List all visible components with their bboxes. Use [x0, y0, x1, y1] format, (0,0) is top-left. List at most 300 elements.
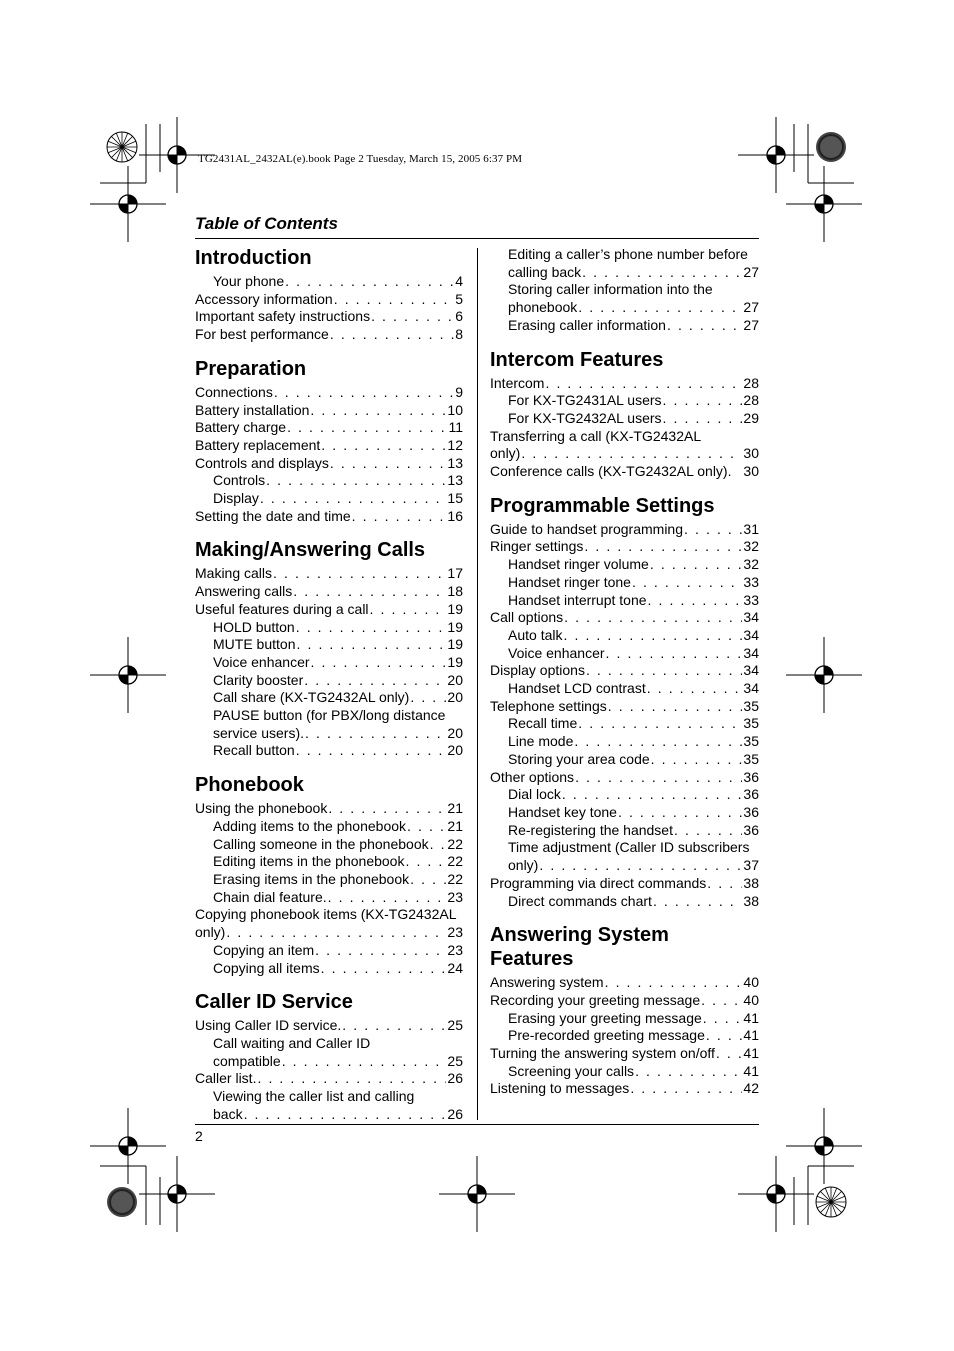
entry-title: Transferring a call (KX-TG2432AL — [490, 427, 702, 444]
dot-leader — [405, 853, 446, 871]
entry-page: 34 — [743, 680, 759, 697]
dot-leader — [226, 924, 446, 942]
toc-entry — [490, 574, 759, 592]
footer-rule — [195, 1124, 759, 1125]
dot-leader — [648, 592, 743, 610]
entry-title: Other options — [490, 768, 575, 785]
dot-leader — [410, 871, 446, 889]
dot-leader — [310, 402, 446, 420]
entry-title: Adding items to the phonebook — [213, 817, 407, 834]
dot-leader — [260, 490, 447, 508]
entry-title: Storing caller information into the — [508, 281, 713, 298]
dot-leader — [342, 1017, 446, 1035]
dot-leader — [321, 437, 446, 455]
entry-title: Erasing items in the phonebook — [213, 870, 410, 887]
dot-leader — [287, 419, 447, 437]
entry-page: 19 — [447, 618, 463, 635]
toc-entry — [195, 619, 463, 637]
toc-entry — [195, 291, 463, 309]
dot-leader — [584, 538, 742, 556]
entry-title: Handset ringer tone — [508, 573, 631, 590]
toc-entry — [490, 264, 759, 282]
dot-leader — [647, 680, 743, 698]
entry-page: 35 — [743, 697, 759, 714]
toc-entry — [490, 715, 759, 733]
section-heading: Phonebook — [195, 774, 304, 797]
toc-entry — [195, 742, 463, 760]
dot-leader — [663, 392, 743, 410]
toc-section — [490, 348, 759, 481]
entry-page: 8 — [455, 326, 463, 343]
entry-title: Useful features during a call — [195, 600, 369, 617]
entry-title: Line mode — [508, 733, 574, 750]
entry-title: MUTE button — [213, 636, 296, 653]
entry-page: 34 — [743, 662, 759, 679]
toc-entry — [195, 889, 463, 907]
toc-entry — [195, 308, 463, 326]
entry-title: Dial lock — [508, 786, 561, 803]
dot-leader — [266, 472, 446, 490]
toc-entry — [490, 733, 759, 751]
toc-section — [490, 246, 759, 335]
entry-title: Programming via direct commands — [490, 874, 707, 891]
entry-title: Voice enhancer — [508, 644, 605, 661]
entry-page: 16 — [447, 507, 463, 524]
toc-entry-line — [195, 1035, 463, 1053]
dot-leader — [304, 672, 446, 690]
toc-entry — [490, 410, 759, 428]
entry-page: 19 — [447, 600, 463, 617]
print-slug: TG2431AL_2432AL(e).book Page 2 Tuesday, March 15, 2005 6:37 PM — [198, 153, 523, 165]
entry-title: Copying all items — [213, 959, 320, 976]
entry-page: 22 — [447, 835, 463, 852]
dot-leader — [521, 445, 742, 463]
dot-leader — [707, 875, 742, 893]
entry-title: Caller list. — [195, 1070, 257, 1087]
entry-title: Making calls — [195, 565, 273, 582]
entry-page: 20 — [447, 724, 463, 741]
toc-entry — [195, 1070, 463, 1088]
toc-entry — [490, 751, 759, 769]
entry-title: Your phone — [213, 273, 285, 289]
entry-page: 18 — [447, 583, 463, 600]
toc-entry — [195, 508, 463, 526]
entry-title: back — [213, 1105, 243, 1122]
entry-title: Calling someone in the phonebook — [213, 835, 429, 852]
dot-leader — [305, 725, 446, 743]
entry-page: 27 — [743, 263, 759, 280]
dot-leader — [330, 455, 447, 473]
toc-entry — [490, 875, 759, 893]
dot-leader — [618, 804, 742, 822]
entry-title: Turning the answering system on/off — [490, 1045, 715, 1062]
entry-page: 38 — [743, 892, 759, 909]
entry-title: Chain dial feature. — [213, 888, 327, 905]
entry-page: 41 — [743, 1027, 759, 1044]
entry-title: Answering system — [490, 974, 604, 991]
toc-entry — [195, 326, 463, 344]
toc-entry-line — [490, 428, 759, 446]
dot-leader — [430, 836, 447, 854]
toc-entry — [195, 565, 463, 583]
section-heading — [490, 923, 759, 971]
entry-title: Battery installation — [195, 401, 310, 418]
dot-leader — [608, 698, 743, 716]
toc-entry — [490, 992, 759, 1010]
entry-title: Handset key tone — [508, 803, 617, 820]
dot-leader — [635, 1063, 742, 1081]
dot-leader — [311, 654, 447, 672]
entry-title: Display options — [490, 662, 585, 679]
dot-leader — [716, 1045, 743, 1063]
toc-entry — [195, 853, 463, 871]
toc-entry-line — [490, 839, 759, 857]
toc-entry — [490, 857, 759, 875]
toc-entry — [490, 645, 759, 663]
entry-page: 29 — [743, 409, 759, 426]
entry-page: 22 — [447, 853, 463, 870]
entry-page: 35 — [743, 750, 759, 767]
entry-page: 35 — [743, 733, 759, 750]
entry-title: Battery replacement — [195, 436, 321, 453]
dot-leader — [606, 645, 743, 663]
entry-page: 23 — [447, 888, 463, 905]
entry-title: PAUSE button (for PBX/long distance — [213, 707, 446, 724]
entry-title: only) — [490, 445, 521, 462]
entry-title: Direct commands chart — [508, 892, 652, 909]
section-heading: Caller ID Service — [195, 991, 353, 1014]
dot-leader — [293, 583, 446, 601]
dot-leader — [663, 410, 743, 428]
entry-page: 12 — [447, 436, 463, 453]
toc-entry — [195, 636, 463, 654]
toc-entry — [195, 654, 463, 672]
toc-entry-line — [490, 246, 759, 264]
dot-leader — [273, 565, 446, 583]
entry-title: For best performance — [195, 326, 329, 343]
toc-entry — [195, 583, 463, 601]
dot-leader — [282, 1053, 447, 1071]
entry-title: Guide to handset programming — [490, 520, 683, 537]
toc-entry — [490, 392, 759, 410]
entry-title: Erasing your greeting message — [508, 1009, 702, 1026]
entry-title: Using the phonebook — [195, 800, 328, 817]
toc-entry — [490, 317, 759, 335]
dot-leader — [334, 291, 454, 309]
column-divider — [477, 248, 478, 1120]
dot-leader — [632, 574, 742, 592]
toc-entry — [195, 924, 463, 942]
toc-entry — [490, 1063, 759, 1081]
entry-page: 24 — [447, 959, 463, 976]
entry-title: compatible — [213, 1052, 281, 1069]
entry-page: 5 — [455, 290, 463, 307]
entry-page: 25 — [447, 1052, 463, 1069]
dot-leader — [684, 521, 742, 539]
dot-leader — [701, 992, 742, 1010]
toc-section — [490, 923, 759, 1098]
entry-title: Handset LCD contrast — [508, 680, 646, 697]
dot-leader — [328, 889, 447, 907]
toc-entry — [490, 521, 759, 539]
page-header — [195, 214, 759, 239]
entry-title: Viewing the caller list and calling — [213, 1088, 415, 1105]
entry-title: Call options — [490, 609, 564, 626]
entry-page: 10 — [447, 401, 463, 418]
entry-title: Recall button — [213, 742, 295, 759]
entry-title: Important safety instructions — [195, 308, 371, 325]
page-number: 2 — [195, 1128, 203, 1144]
toc-entry — [490, 556, 759, 574]
dot-leader — [630, 1080, 742, 1098]
toc-entry-line — [195, 707, 463, 725]
toc-entry — [195, 384, 463, 402]
page-title: Table of Contents — [195, 214, 338, 233]
entry-page: 30 — [743, 463, 759, 480]
toc-entry — [490, 1027, 759, 1045]
toc-entry — [195, 490, 463, 508]
entry-page: 41 — [743, 1009, 759, 1026]
dot-leader — [650, 556, 743, 574]
entry-page: 34 — [743, 626, 759, 643]
entry-page: 34 — [743, 644, 759, 661]
entry-title: Re-registering the handset — [508, 821, 673, 838]
entry-page: 32 — [743, 538, 759, 555]
entry-page: 23 — [447, 941, 463, 958]
section-heading-line: Features — [490, 948, 574, 971]
toc-entry — [195, 672, 463, 690]
entry-page: 27 — [743, 299, 759, 316]
entry-page: 38 — [743, 874, 759, 891]
entry-title: Intercom — [490, 374, 545, 391]
dot-leader — [330, 326, 454, 344]
entry-page: 41 — [743, 1045, 759, 1062]
dot-leader — [315, 942, 446, 960]
entry-title: Using Caller ID service. — [195, 1017, 342, 1034]
entry-page: 30 — [743, 445, 759, 462]
toc-section — [195, 773, 463, 977]
entry-title: HOLD button — [213, 618, 295, 635]
toc-entry-line — [490, 281, 759, 299]
entry-title: Auto talk — [508, 626, 563, 643]
entry-page: 13 — [447, 472, 463, 489]
dot-leader — [586, 662, 742, 680]
toc-entry — [490, 804, 759, 822]
toc-entry — [490, 662, 759, 680]
entry-page: 41 — [743, 1062, 759, 1079]
toc-entry — [490, 592, 759, 610]
dot-leader — [328, 800, 446, 818]
dot-leader — [674, 822, 742, 840]
toc-left-column — [195, 246, 463, 1123]
entry-page: 15 — [447, 490, 463, 507]
toc-entry — [490, 445, 759, 463]
toc-entry — [195, 871, 463, 889]
entry-page: 34 — [743, 609, 759, 626]
dot-leader — [296, 619, 447, 637]
toc-entry-line — [195, 906, 463, 924]
toc-entry — [195, 960, 463, 978]
entry-page: 6 — [455, 308, 463, 325]
entry-title: Call waiting and Caller ID — [213, 1034, 371, 1051]
entry-title: Display — [213, 490, 259, 507]
toc-section — [195, 357, 463, 526]
entry-title: only) — [508, 857, 539, 874]
dot-leader — [578, 715, 742, 733]
entry-title: Setting the date and time — [195, 507, 351, 524]
entry-page: 36 — [743, 768, 759, 785]
toc-entry — [195, 437, 463, 455]
entry-page: 26 — [447, 1105, 463, 1122]
entry-title: Editing a caller’s phone number before — [508, 246, 748, 262]
toc-entry — [195, 455, 463, 473]
entry-title: Battery charge — [195, 419, 287, 436]
dot-leader — [651, 751, 743, 769]
entry-page: 36 — [743, 803, 759, 820]
dot-leader — [407, 818, 446, 836]
entry-title: Pre-recorded greeting message — [508, 1027, 705, 1044]
toc-right-column — [490, 246, 759, 1098]
toc-entry — [195, 725, 463, 743]
toc-entry — [195, 273, 463, 291]
entry-title: Storing your area code — [508, 750, 650, 767]
entry-title: Connections — [195, 383, 273, 400]
toc-entry — [195, 419, 463, 437]
entry-page: 32 — [743, 556, 759, 573]
toc-section — [195, 246, 463, 344]
toc-entry — [195, 689, 463, 707]
section-heading: Preparation — [195, 357, 307, 380]
entry-page: 33 — [743, 573, 759, 590]
toc-entry — [195, 1053, 463, 1071]
toc-entry — [490, 375, 759, 393]
toc-entry — [490, 893, 759, 911]
dot-leader — [257, 1070, 446, 1088]
entry-title: Telephone settings — [490, 697, 607, 714]
dot-leader — [562, 786, 743, 804]
entry-title: Listening to messages — [490, 1080, 630, 1097]
entry-title: Conference calls (KX-TG2432AL only). — [490, 463, 732, 480]
section-heading: Programmable Settings — [490, 494, 715, 517]
toc-section — [490, 494, 759, 910]
section-heading-line: Answering System — [490, 924, 669, 947]
dot-leader — [605, 974, 743, 992]
toc-section — [195, 990, 463, 1123]
entry-title: Handset interrupt tone — [508, 591, 647, 608]
entry-page: 20 — [447, 742, 463, 759]
entry-page: 19 — [447, 636, 463, 653]
dot-leader — [296, 742, 447, 760]
entry-title: Recall time — [508, 715, 578, 732]
entry-page: 9 — [455, 383, 463, 400]
entry-title: Recording your greeting message — [490, 991, 701, 1008]
dot-leader — [274, 384, 454, 402]
entry-title: calling back — [508, 263, 582, 280]
section-heading: Making/Answering Calls — [195, 539, 426, 562]
entry-page: 36 — [743, 821, 759, 838]
entry-title: Accessory information — [195, 290, 333, 307]
entry-title: only) — [195, 924, 226, 941]
dot-leader — [582, 264, 742, 282]
entry-title: Editing items in the phonebook — [213, 853, 405, 870]
entry-title: Call share (KX-TG2432AL only) — [213, 689, 410, 706]
entry-title: Copying an item — [213, 941, 315, 958]
entry-page: 28 — [743, 374, 759, 391]
entry-page: 17 — [447, 565, 463, 582]
dot-leader — [564, 609, 742, 627]
entry-page: 28 — [743, 392, 759, 409]
entry-title: Ringer settings — [490, 538, 584, 555]
entry-page: 20 — [447, 689, 463, 706]
entry-page: 40 — [743, 991, 759, 1008]
dot-leader — [285, 273, 454, 291]
entry-page: 27 — [743, 316, 759, 333]
entry-page: 4 — [455, 273, 463, 289]
toc-entry — [195, 800, 463, 818]
entry-page: 21 — [447, 800, 463, 817]
entry-title: service users). — [213, 724, 305, 741]
toc-entry — [490, 822, 759, 840]
entry-title: phonebook — [508, 299, 578, 316]
toc-entry — [490, 769, 759, 787]
dot-leader — [352, 508, 447, 526]
entry-title: Erasing caller information — [508, 316, 666, 333]
toc-entry — [195, 402, 463, 420]
dot-leader — [575, 769, 742, 787]
toc-entry — [490, 1010, 759, 1028]
entry-page: 19 — [447, 653, 463, 670]
toc-entry — [195, 818, 463, 836]
entry-title: Controls — [213, 472, 266, 489]
toc-entry — [490, 463, 759, 481]
entry-title: Copying phonebook items (KX-TG2432AL — [195, 906, 457, 923]
entry-title: Clarity booster — [213, 671, 304, 688]
entry-page: 11 — [448, 419, 463, 436]
entry-page: 21 — [447, 817, 463, 834]
entry-page: 23 — [447, 924, 463, 941]
dot-leader — [667, 317, 742, 335]
section-heading: Intercom Features — [490, 348, 664, 371]
toc-entry — [490, 786, 759, 804]
dot-leader — [321, 960, 447, 978]
toc-entry — [490, 609, 759, 627]
dot-leader — [370, 601, 447, 619]
dot-leader — [244, 1106, 447, 1124]
entry-page: 25 — [447, 1017, 463, 1034]
dot-leader — [706, 1027, 743, 1045]
toc-entry — [195, 1106, 463, 1124]
entry-page: 33 — [743, 591, 759, 608]
toc-section — [195, 538, 463, 760]
entry-title: Handset ringer volume — [508, 556, 649, 573]
toc-entry — [490, 299, 759, 317]
toc-entry — [195, 601, 463, 619]
toc-entry — [490, 1045, 759, 1063]
toc-entry — [490, 627, 759, 645]
dot-leader — [703, 1010, 743, 1028]
dot-leader — [574, 733, 742, 751]
entry-page: 36 — [743, 786, 759, 803]
toc-entry — [490, 538, 759, 556]
entry-page: 26 — [447, 1070, 463, 1087]
toc-entry — [195, 836, 463, 854]
entry-page: 37 — [743, 857, 759, 874]
entry-page: 31 — [743, 520, 759, 537]
dot-leader — [653, 893, 742, 911]
entry-title: Screening your calls — [508, 1062, 635, 1079]
entry-page: 40 — [743, 974, 759, 991]
toc-entry — [490, 680, 759, 698]
